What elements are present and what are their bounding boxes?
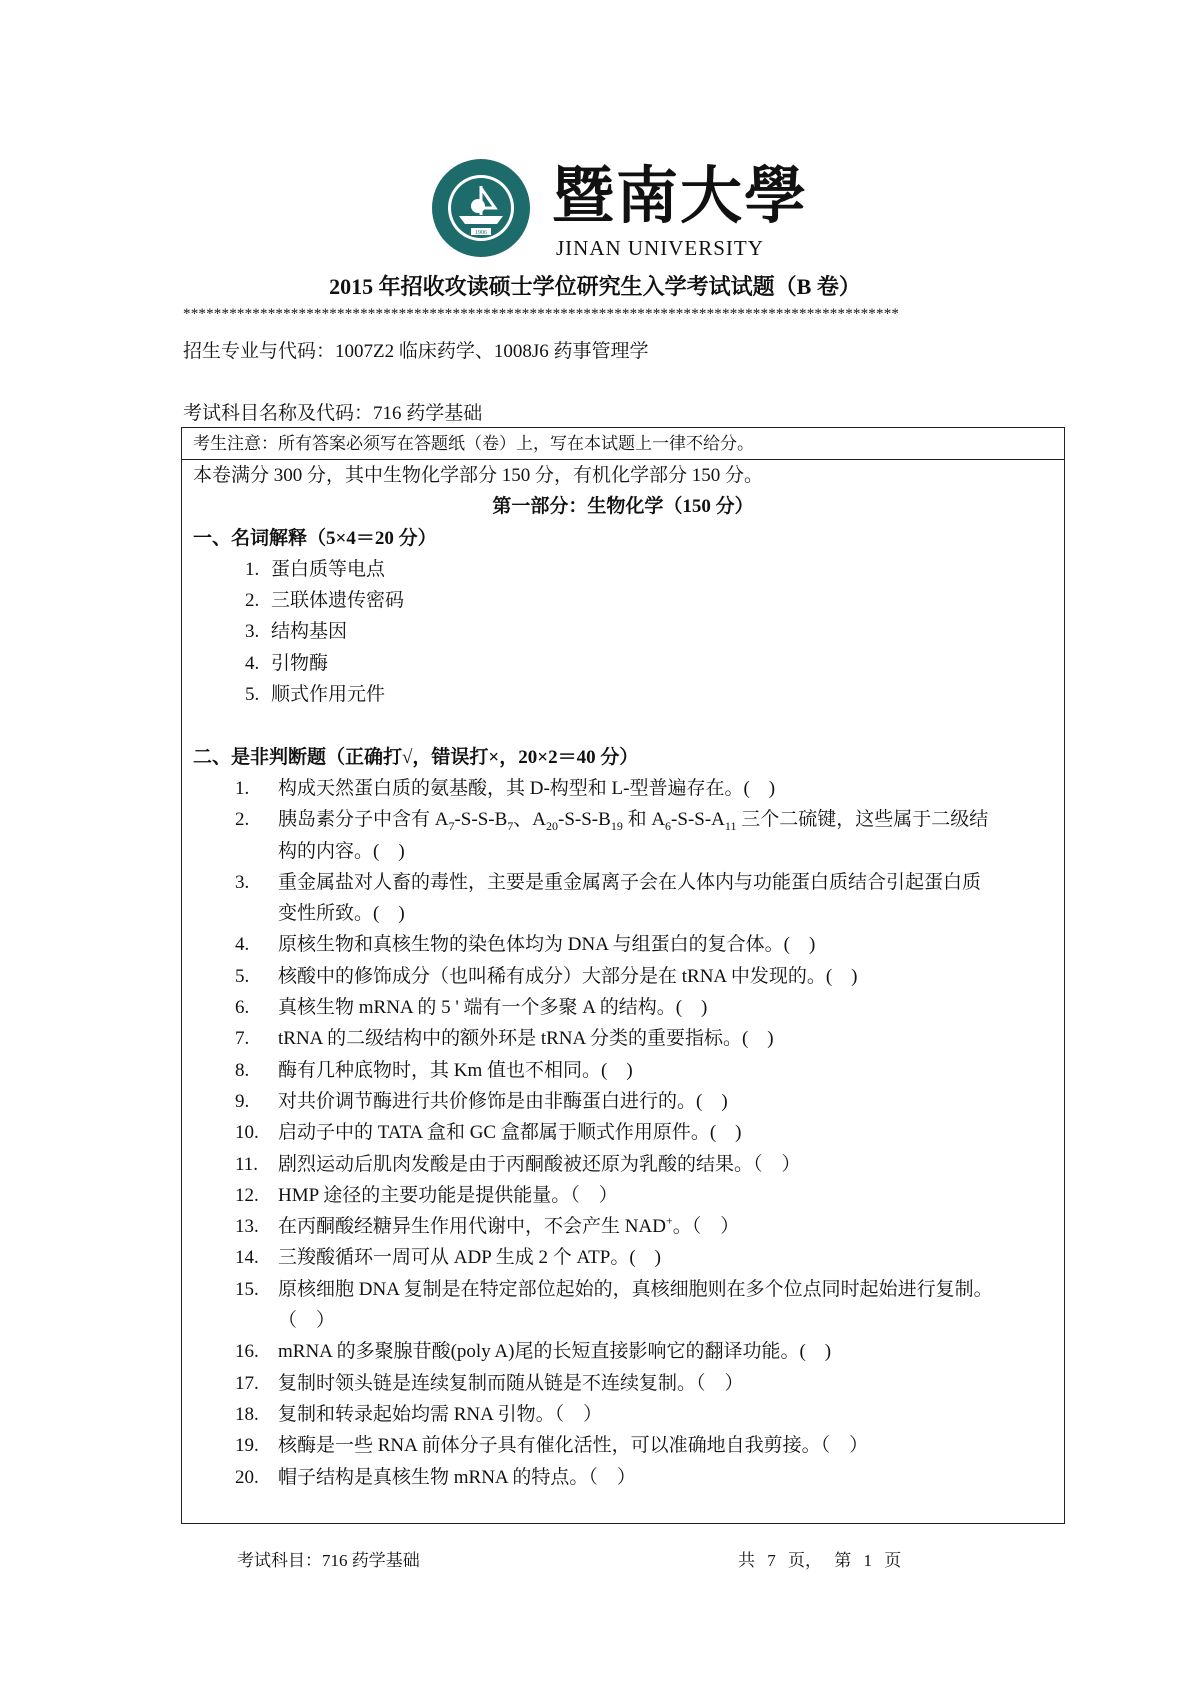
- footer-subject: 考试科目：716 药学基础: [237, 1551, 420, 1570]
- item-text: 三联体遗传密码: [271, 590, 405, 612]
- question-number: 2.: [235, 809, 250, 831]
- question-number: 5.: [235, 965, 250, 987]
- text-segment: 三羧酸循环一周可从 ADP 生成 2 个 ATP。( ): [278, 1247, 661, 1269]
- question-text: [278, 1180, 618, 1211]
- question-text-continued: 构的内容。( ): [278, 840, 405, 862]
- section-1-heading: 一、名词解释（5×4＝20 分）: [193, 527, 437, 549]
- question-text: [278, 929, 815, 960]
- question-text: [278, 1086, 728, 1117]
- item-number: 1.: [245, 558, 260, 580]
- term-list: [182, 554, 1064, 710]
- question-continuation: [182, 898, 1064, 929]
- text-segment: -S-S-B: [558, 809, 611, 831]
- question-item: [182, 929, 1064, 960]
- question-item: [182, 1462, 1064, 1493]
- question-item: [182, 1242, 1064, 1273]
- question-item: [182, 992, 1064, 1023]
- list-item: [182, 679, 1064, 710]
- text-segment: mRNA 的多聚腺苷酸(poly A)尾的长短直接影响它的翻译功能。( ): [278, 1341, 832, 1363]
- notice: 考生注意：所有答案必须写在答题纸（卷）上，写在本试题上一律不给分。: [182, 428, 1064, 460]
- question-number: 19.: [235, 1435, 259, 1457]
- question-text: [278, 1274, 993, 1305]
- text-segment: 对共价调节酶进行共价修饰是由非酶蛋白进行的。( ): [278, 1090, 728, 1112]
- question-continuation: [182, 836, 1064, 867]
- exam-content-box: [181, 427, 1065, 1524]
- item-number: 5.: [245, 684, 260, 706]
- major-code: 招生专业与代码：1007Z2 临床药学、1008J6 药事管理学: [183, 341, 649, 362]
- question-item: [182, 1368, 1064, 1399]
- text-segment: 原核生物和真核生物的染色体均为 DNA 与组蛋白的复合体。( ): [278, 934, 816, 956]
- item-text: 引物酶: [271, 652, 329, 674]
- question-number: 14.: [235, 1247, 259, 1269]
- asterisk-divider: *********************************************************************************************: [183, 306, 900, 322]
- question-text: [278, 804, 988, 835]
- question-text: [278, 1462, 636, 1493]
- question-number: 6.: [235, 997, 250, 1019]
- subject-code: 考试科目名称及代码：716 药学基础: [183, 403, 483, 424]
- question-text: [278, 1242, 661, 1273]
- question-number: 12.: [235, 1184, 259, 1206]
- question-item: [182, 1055, 1064, 1086]
- question-number: 9.: [235, 1090, 250, 1112]
- item-number: 3.: [245, 621, 260, 643]
- question-number: 4.: [235, 934, 250, 956]
- question-number: 15.: [235, 1278, 259, 1300]
- text-segment: 复制时领头链是连续复制而随从链是不连续复制。（ ）: [278, 1372, 744, 1394]
- question-text-continued: 变性所致。( ): [278, 903, 405, 925]
- text-segment: 重金属盐对人畜的毒性，主要是重金属离子会在人体内与功能蛋白质结合引起蛋白质: [278, 871, 982, 893]
- logo-english-name: JINAN UNIVERSITY: [556, 236, 764, 260]
- part-heading: 第一部分：生物化学（150 分）: [492, 496, 754, 518]
- subscript: 7: [448, 819, 455, 834]
- question-number: 11.: [235, 1153, 259, 1175]
- question-text: [278, 1055, 633, 1086]
- score-intro: 本卷满分 300 分，其中生物化学部分 150 分，有机化学部分 150 分。: [193, 465, 764, 486]
- question-item: [182, 1211, 1064, 1242]
- question-number: 13.: [235, 1216, 259, 1238]
- question-item: [182, 1117, 1064, 1148]
- question-text: [278, 1023, 774, 1054]
- list-item: [182, 648, 1064, 679]
- list-item: [182, 554, 1064, 585]
- list-item: [182, 585, 1064, 616]
- text-segment: tRNA 的二级结构中的额外环是 tRNA 分类的重要指标。( ): [278, 1028, 774, 1050]
- question-number: 17.: [235, 1372, 259, 1394]
- item-text: 结构基因: [271, 621, 348, 643]
- text-segment: 原核细胞 DNA 复制是在特定部位起始的，真核细胞则在多个位点同时起始进行复制。: [278, 1278, 993, 1300]
- text-segment: 剧烈运动后肌肉发酸是由于丙酮酸被还原为乳酸的结果。（ ）: [278, 1153, 801, 1175]
- item-number: 4.: [245, 652, 260, 674]
- subscript: 6: [665, 819, 672, 834]
- question-text-continued: （ ）: [278, 1310, 336, 1332]
- svg-text:1906: 1906: [475, 230, 487, 236]
- text-segment: 构成天然蛋白质的氨基酸，其 D-构型和 L-型普遍存在。( ): [278, 777, 776, 799]
- item-number: 2.: [245, 590, 260, 612]
- question-item: [182, 804, 1064, 835]
- question-number: 7.: [235, 1028, 250, 1050]
- question-text: [278, 1368, 744, 1399]
- question-item: [182, 773, 1064, 804]
- superscript: +: [665, 1213, 673, 1228]
- spacer: [182, 710, 1064, 741]
- logo-chinese-name: 暨南大學: [552, 159, 809, 232]
- item-text: 顺式作用元件: [271, 684, 386, 706]
- question-item: [182, 1023, 1064, 1054]
- exam-title: 2015 年招收攻读硕士学位研究生入学考试试题（B 卷）: [329, 274, 861, 299]
- question-item: [182, 1399, 1064, 1430]
- text-segment: 核酶是一些 RNA 前体分子具有催化活性，可以准确地自我剪接。（ ）: [278, 1435, 869, 1457]
- text-segment: 和 A: [622, 809, 666, 831]
- text-segment: -S-S-B: [454, 809, 508, 831]
- question-text: [278, 1430, 868, 1461]
- question-item: [182, 1086, 1064, 1117]
- text-segment: 酶有几种底物时，其 Km 值也不相同。( ): [278, 1059, 633, 1081]
- footer-page-number: 共 7 页， 第 1 页: [738, 1551, 902, 1570]
- question-text: [278, 1336, 831, 1367]
- text-segment: 启动子中的 TATA 盒和 GC 盒都属于顺式作用原件。( ): [278, 1122, 742, 1144]
- question-number: 10.: [235, 1122, 259, 1144]
- question-text: [278, 961, 858, 992]
- question-text: [278, 1149, 801, 1180]
- question-text: [278, 1399, 602, 1430]
- subscript: 7: [507, 819, 514, 834]
- text-segment: 真核生物 mRNA 的 5 ' 端有一个多聚 A 的结构。( ): [278, 997, 708, 1019]
- text-segment: 胰岛素分子中含有 A: [278, 809, 449, 831]
- text-segment: 、A: [513, 809, 547, 831]
- question-number: 3.: [235, 871, 250, 893]
- university-seal-logo: [431, 158, 531, 258]
- question-item: [182, 1430, 1064, 1461]
- question-item: [182, 1336, 1064, 1367]
- text-segment: 。（ ）: [672, 1216, 740, 1238]
- question-item: [182, 867, 1064, 898]
- question-number: 16.: [235, 1341, 259, 1363]
- question-text: [278, 1117, 742, 1148]
- question-text: [278, 867, 981, 898]
- subscript: 11: [724, 819, 737, 834]
- question-number: 18.: [235, 1403, 259, 1425]
- question-text: [278, 1211, 739, 1242]
- question-number: 8.: [235, 1059, 250, 1081]
- question-item: [182, 961, 1064, 992]
- question-item: [182, 1180, 1064, 1211]
- subscript: 19: [610, 819, 623, 834]
- section-2-heading: 二、是非判断题（正确打√，错误打×，20×2＝40 分）: [193, 746, 639, 768]
- question-text: [278, 992, 707, 1023]
- question-item: [182, 1149, 1064, 1180]
- question-item: [182, 1274, 1064, 1305]
- text-segment: 三个二硫键，这些属于二级结: [736, 809, 989, 831]
- subscript: 20: [546, 819, 559, 834]
- text-segment: 帽子结构是真核生物 mRNA 的特点。（ ）: [278, 1466, 636, 1488]
- question-text: [278, 773, 775, 804]
- text-segment: 在丙酮酸经糖异生作用代谢中，不会产生 NAD: [278, 1216, 666, 1238]
- question-number: 1.: [235, 777, 250, 799]
- text-segment: HMP 途径的主要功能是提供能量。（ ）: [278, 1184, 618, 1206]
- text-segment: 复制和转录起始均需 RNA 引物。（ ）: [278, 1403, 603, 1425]
- text-segment: -S-S-A: [671, 809, 725, 831]
- list-item: [182, 616, 1064, 647]
- item-text: 蛋白质等电点: [271, 558, 386, 580]
- question-number: 20.: [235, 1466, 259, 1488]
- true-false-list: [182, 773, 1064, 1493]
- text-segment: 核酸中的修饰成分（也叫稀有成分）大部分是在 tRNA 中发现的。( ): [278, 965, 858, 987]
- question-continuation: [182, 1305, 1064, 1336]
